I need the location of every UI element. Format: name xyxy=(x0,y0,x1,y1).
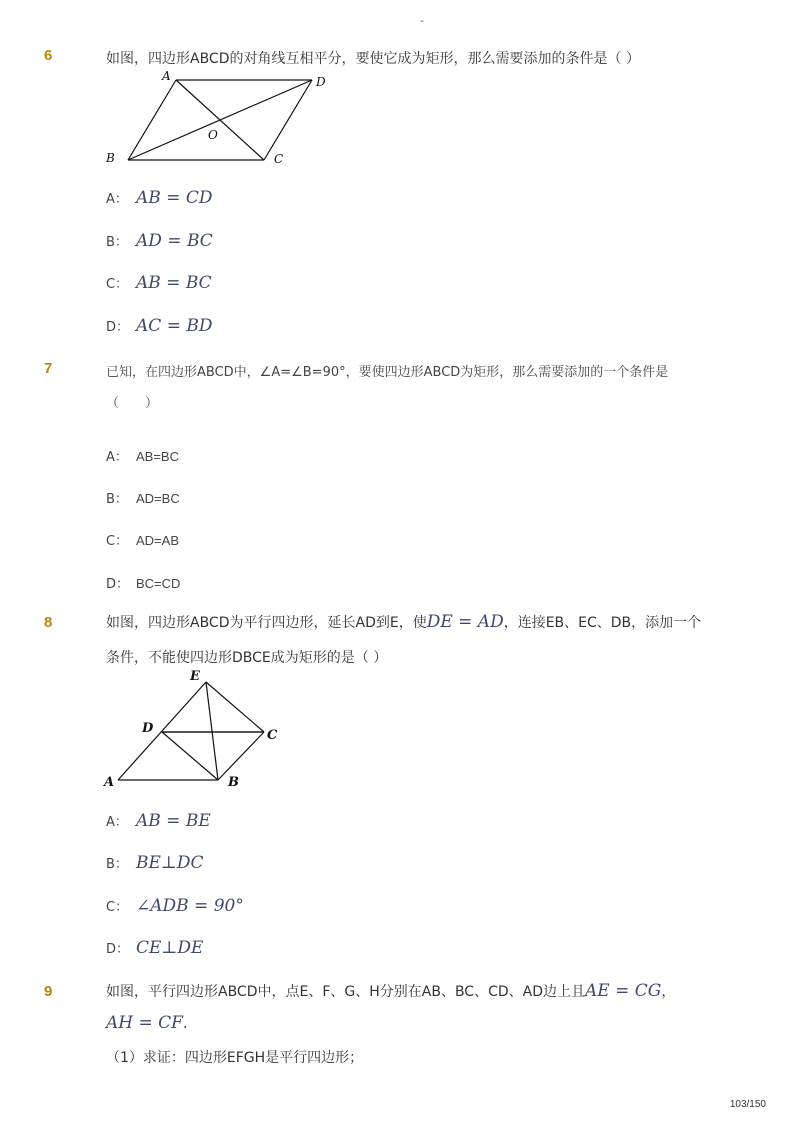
option-d[interactable]: D： CE⊥DE xyxy=(106,938,204,958)
vertex-label-b: B xyxy=(106,151,115,165)
top-mark: - xyxy=(420,14,424,27)
option-b[interactable]: B： AD = BC xyxy=(106,231,213,251)
parallelogram-figure-abcd xyxy=(100,70,340,172)
question-text-line-2: AH = CF. xyxy=(106,1013,188,1033)
option-a[interactable]: A： AB=BC xyxy=(106,449,179,465)
vertex-label-d: D xyxy=(316,75,326,89)
question-text: 如图，四边形ABCD的对角线互相平分，要使它成为矩形，那么需要添加的条件是（ ） xyxy=(106,51,640,67)
question-number: 7 xyxy=(44,360,53,377)
question-text-line-1: 如图，四边形ABCD为平行四边形，延长AD到E，使DE = AD，连接EB、EC、DB，添加一个 xyxy=(106,612,702,632)
vertex-label-c: C xyxy=(274,152,284,166)
question-number: 6 xyxy=(44,47,53,64)
center-label-o: O xyxy=(208,128,218,142)
option-b[interactable]: B： AD=BC xyxy=(106,491,180,507)
vertex-label-e: E xyxy=(190,669,200,684)
option-a[interactable]: A： AB = CD xyxy=(106,188,213,208)
parallelogram-figure-dbce xyxy=(100,666,290,792)
question-text-line-1: 如图，平行四边形ABCD中，点E、F、G、H分别在AB、BC、CD、AD边上且AE = CG， xyxy=(106,981,676,1001)
option-c[interactable]: C： ∠ADB = 90° xyxy=(106,896,244,916)
vertex-label-a: A xyxy=(162,70,171,83)
vertex-label-a: A xyxy=(104,775,115,790)
question-text-line-2: （ ） xyxy=(106,396,159,411)
question-text-line-1: 已知，在四边形ABCD中，∠A=∠B=90°，要使四边形ABCD为矩形，那么需要添加的一个条件是 xyxy=(106,365,669,380)
question-text-line-3: （1）求证：四边形EFGH是平行四边形； xyxy=(106,1050,364,1066)
page-number: 103/150 xyxy=(729,1099,766,1110)
vertex-label-b: B xyxy=(228,775,239,790)
question-text-line-2: 条件，不能使四边形DBCE成为矩形的是（ ） xyxy=(106,650,388,666)
vertex-label-d: D xyxy=(142,721,154,736)
option-d[interactable]: D： BC=CD xyxy=(106,576,181,592)
option-c[interactable]: C： AD=AB xyxy=(106,533,179,549)
option-b[interactable]: B： BE⊥DC xyxy=(106,853,204,873)
option-d[interactable]: D： AC = BD xyxy=(106,316,213,336)
option-c[interactable]: C： AB = BC xyxy=(106,273,212,293)
question-number: 9 xyxy=(44,983,53,1000)
question-number: 8 xyxy=(44,614,53,631)
option-a[interactable]: A： AB = BE xyxy=(106,811,211,831)
vertex-label-c: C xyxy=(267,728,278,743)
